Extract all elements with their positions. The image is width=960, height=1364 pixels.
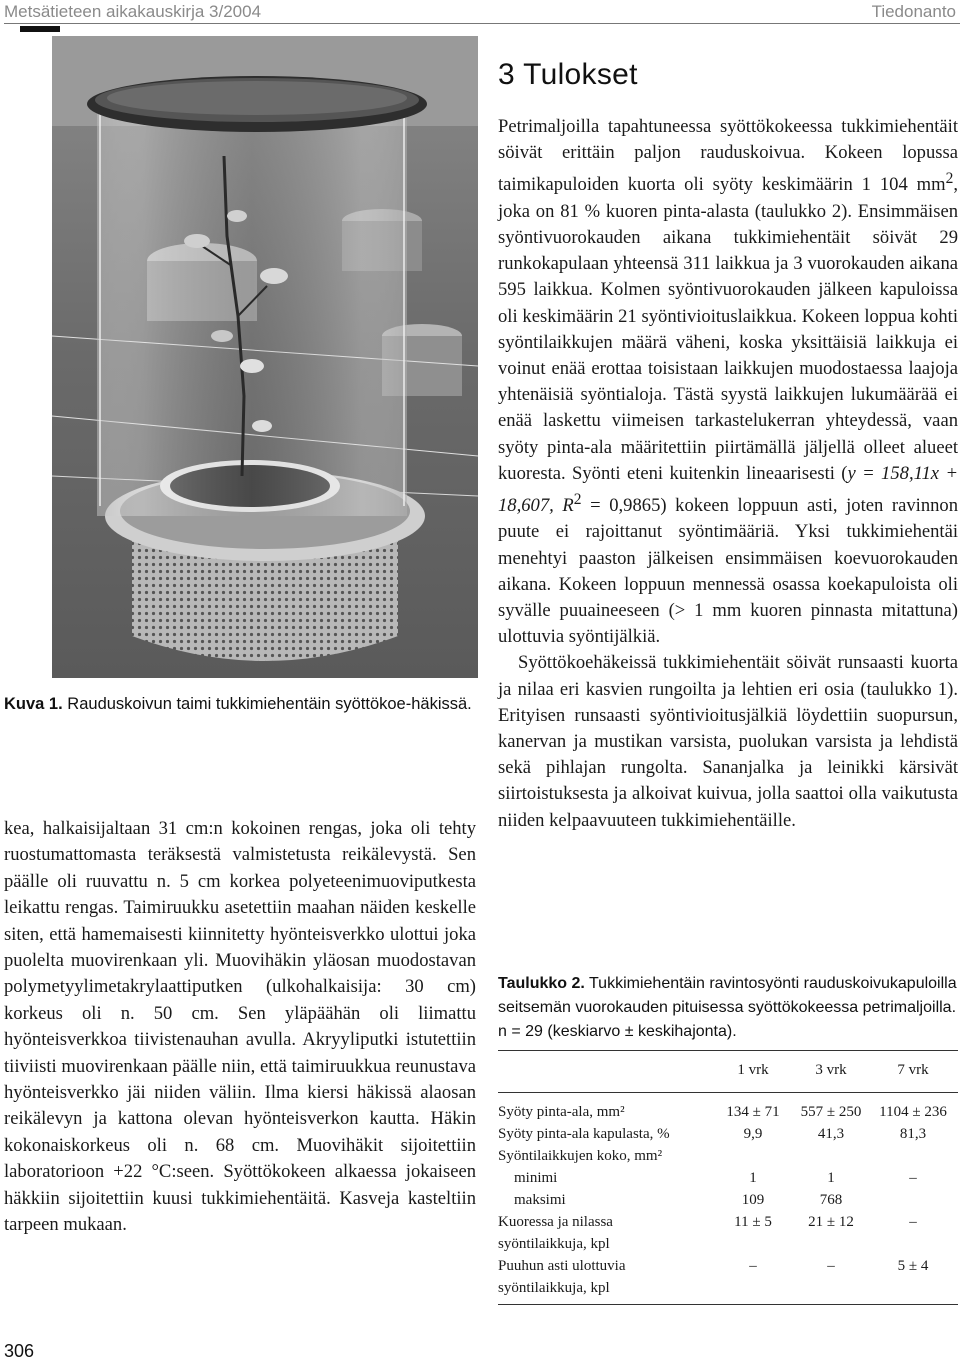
row-label: syöntilaikkuja, kpl: [498, 1280, 610, 1296]
row-label: Syöty pinta-ala, mm²: [498, 1104, 625, 1120]
p1-text-c: kokeen loppuun asti, joten ravinnon puute ei rajoittanut syöntimääriä. Yksi tukkimiehentäi menehtyi paaston jälkeisen ensimmäisen koevuorokauden aikana. Kokeen loppuun mennessä osassa koekapuloista oli syvälle puuaineeseen (> 1 mm kuoren pinnasta mitattuna) ulottuvia syöntijälkiä.: [498, 495, 959, 648]
cell: 1: [827, 1170, 835, 1186]
regression-equation: y = 158,11x + 18,607, R: [498, 462, 958, 517]
table-row: [498, 1214, 958, 1236]
right-column: [498, 114, 958, 834]
figure-label: Kuva 1.: [4, 695, 63, 713]
cell: 768: [819, 1192, 843, 1208]
cell: –: [909, 1214, 917, 1230]
figure-photo: [52, 36, 478, 678]
regression-equation-end: = 0,9865): [581, 495, 667, 517]
row-label: maksimi: [514, 1192, 566, 1208]
row-label: Kuoressa ja nilassa: [498, 1214, 613, 1230]
table-header-row: [498, 1062, 958, 1084]
cell: 557 ± 250: [800, 1104, 862, 1120]
table-caption: [498, 972, 960, 1044]
table-row: [498, 1148, 958, 1170]
table-bottom-rule: [498, 1304, 958, 1305]
table-row: [498, 1192, 958, 1214]
table-header-rule: [498, 1092, 958, 1093]
cell: 41,3: [817, 1126, 845, 1142]
table-row: [498, 1170, 958, 1192]
left-paragraph: kea, halkaisijaltaan 31 cm:n kokoinen rengas, joka oli tehty ruostumattomasta teräksestä valmistetusta reikälevystä. Sen päälle oli ruuvattu n. 5 cm korkea polyeteenimuoviputkesta leikattu rengas. Taimiruukku asetettiin maahan näiden keskelle siten, että hamemaisesti kiinnitetty hyönteisverkko ulottui joka puolelta muovirenkaan yli. Muovihäkin yläosan muodostavan polymetyylimetakrylaattiputken (ulkohalkaisija: 30 cm) korkeus oli n. 50 cm. Sen yläpäähän oli liimattu hyönteisverkkoa tiivistenauhan avulla. Akryyliputki istutettiin tiiviisti muovirenkaan päälle niin, että taimiruukkua reunustava hyönteisverkko jäi niiden väliin. Ilma kiersi häkissä alaosan reikälevyn ja kattona olevan hyönteisverkon kautta. Häkin kokonaiskorkeus oli n. 68 cm. Muovihäkit sijoitettiin laboratorioon +22 °C:seen. Syöttökokeen alkaessa jokaiseen häkkiin sijoitettiin kuusi tukkimiehentäitä. Kasveja kasteltiin tarpeen mukaan.: [4, 818, 476, 1236]
col-header: 7 vrk: [897, 1062, 929, 1078]
header-bar: [20, 26, 60, 32]
header-rule: [4, 23, 960, 24]
cell: 109: [741, 1192, 765, 1208]
table-row: [498, 1258, 958, 1280]
col-header: 1 vrk: [737, 1062, 769, 1078]
cell: –: [909, 1170, 917, 1186]
page-number: 306: [4, 1341, 35, 1361]
cell: 134 ± 71: [726, 1104, 780, 1120]
table-row: [498, 1236, 958, 1258]
left-column: [4, 816, 476, 1239]
p1-text-a: Petrimaljoilla tapahtuneessa syöttökokeessa tukkimiehentäit söivät erittäin paljon rauduskoivua. Kokeen lopussa taimikapuloiden kuorta oli syöty keskimäärin 1 104 mm: [498, 116, 958, 196]
table-caption-text: Tukkimiehentäin ravintosyönti rauduskoivukapuloilla seitsemän vuorokauden pituisessa syöttökokeessa petrimaljoilla. n = 29 (keskiarvo ± keskihajonta).: [498, 975, 957, 1040]
section-title: 3 Tulokset: [498, 58, 638, 91]
cell: 9,9: [743, 1126, 763, 1142]
cell: –: [749, 1258, 757, 1274]
row-label: Puuhun asti ulottuvia: [498, 1258, 626, 1274]
section-label: Tiedonanto: [871, 2, 956, 21]
figure-caption: [4, 692, 480, 716]
cell: 5 ± 4: [897, 1258, 929, 1274]
col-header: 3 vrk: [815, 1062, 847, 1078]
results-paragraph-1: [498, 114, 958, 650]
row-label: syöntilaikkuja, kpl: [498, 1236, 610, 1252]
journal-name: Metsätieteen aikakauskirja 3/2004: [4, 2, 262, 21]
cell: 1: [749, 1170, 757, 1186]
cell: 21 ± 12: [808, 1214, 854, 1230]
results-paragraph-2: Syöttökoehäkeissä tukkimiehentäit söivät runsaasti kuorta ja nilaa eri kasvien rungoilta ja lehtien eri osia (taulukko 1). Erityisen runsaasti syöntivioitusjälkiä löydettiin suopursun, kanervan ja mustikan varsista, puolukan varsista ja lehdistä sekä pihlajan rungolta. Sananjalka ja leinikki kärsivät siirtoistuksesta ja alkoivat kuivua, jolla saattoi olla vaikutusta niiden kelpaavuuteen tukkimiehentäille.: [498, 652, 958, 831]
table-row: [498, 1280, 958, 1302]
table-top-rule: [498, 1050, 958, 1051]
p1-text-b: , joka on 81 % kuoren pinta-alasta (taulukko 2). Ensimmäisen syöntivuorokauden aikana tukkimiehentäit söivät 29 runkokapulaan yhteensä 311 laikkua ja 3 vuorokauden aikana 595 laikkua. Kolmen syöntivuorokauden jälkeen kapuloissa oli keskimäärin 21 syöntivioituslaikkua. Kokeen loppua kohti syöntilaikkujen määrä väheni, koska yksittäisiä laikkuja ei voinut enää erottaa toisistaan laikkujen muodostaessa laajoja yhtenäisiä syöntialoja. Tästä syystä laikkujen lukumäärää ei enää laskettu viimeisen tarkastelukerran yhteydessä, vaan syöty pinta-ala määritettiin piirtämällä jäljellä olleet alueet kuoresta. Syönti eteni kuitenkin lineaarisesti (: [498, 174, 958, 484]
figure-caption-text: Rauduskoivun taimi tukkimiehentäin syöttökoe-häkissä.: [67, 695, 472, 713]
row-label: Syöntilaikkujen koko, mm²: [498, 1148, 663, 1164]
table-row: [498, 1104, 958, 1126]
cell: 81,3: [899, 1126, 927, 1142]
cell: 11 ± 5: [734, 1214, 772, 1230]
table-row: [498, 1126, 958, 1148]
page-header: [0, 0, 960, 34]
table-label: Taulukko 2.: [498, 975, 585, 992]
cell: –: [827, 1258, 835, 1274]
photo-illustration: [52, 36, 478, 678]
row-label: Syöty pinta-ala kapulasta, %: [498, 1126, 670, 1142]
r-squared-sup: 2: [573, 491, 582, 509]
cell: 1104 ± 236: [879, 1104, 947, 1120]
row-label: minimi: [514, 1170, 558, 1186]
p1-sup: 2: [945, 170, 954, 188]
